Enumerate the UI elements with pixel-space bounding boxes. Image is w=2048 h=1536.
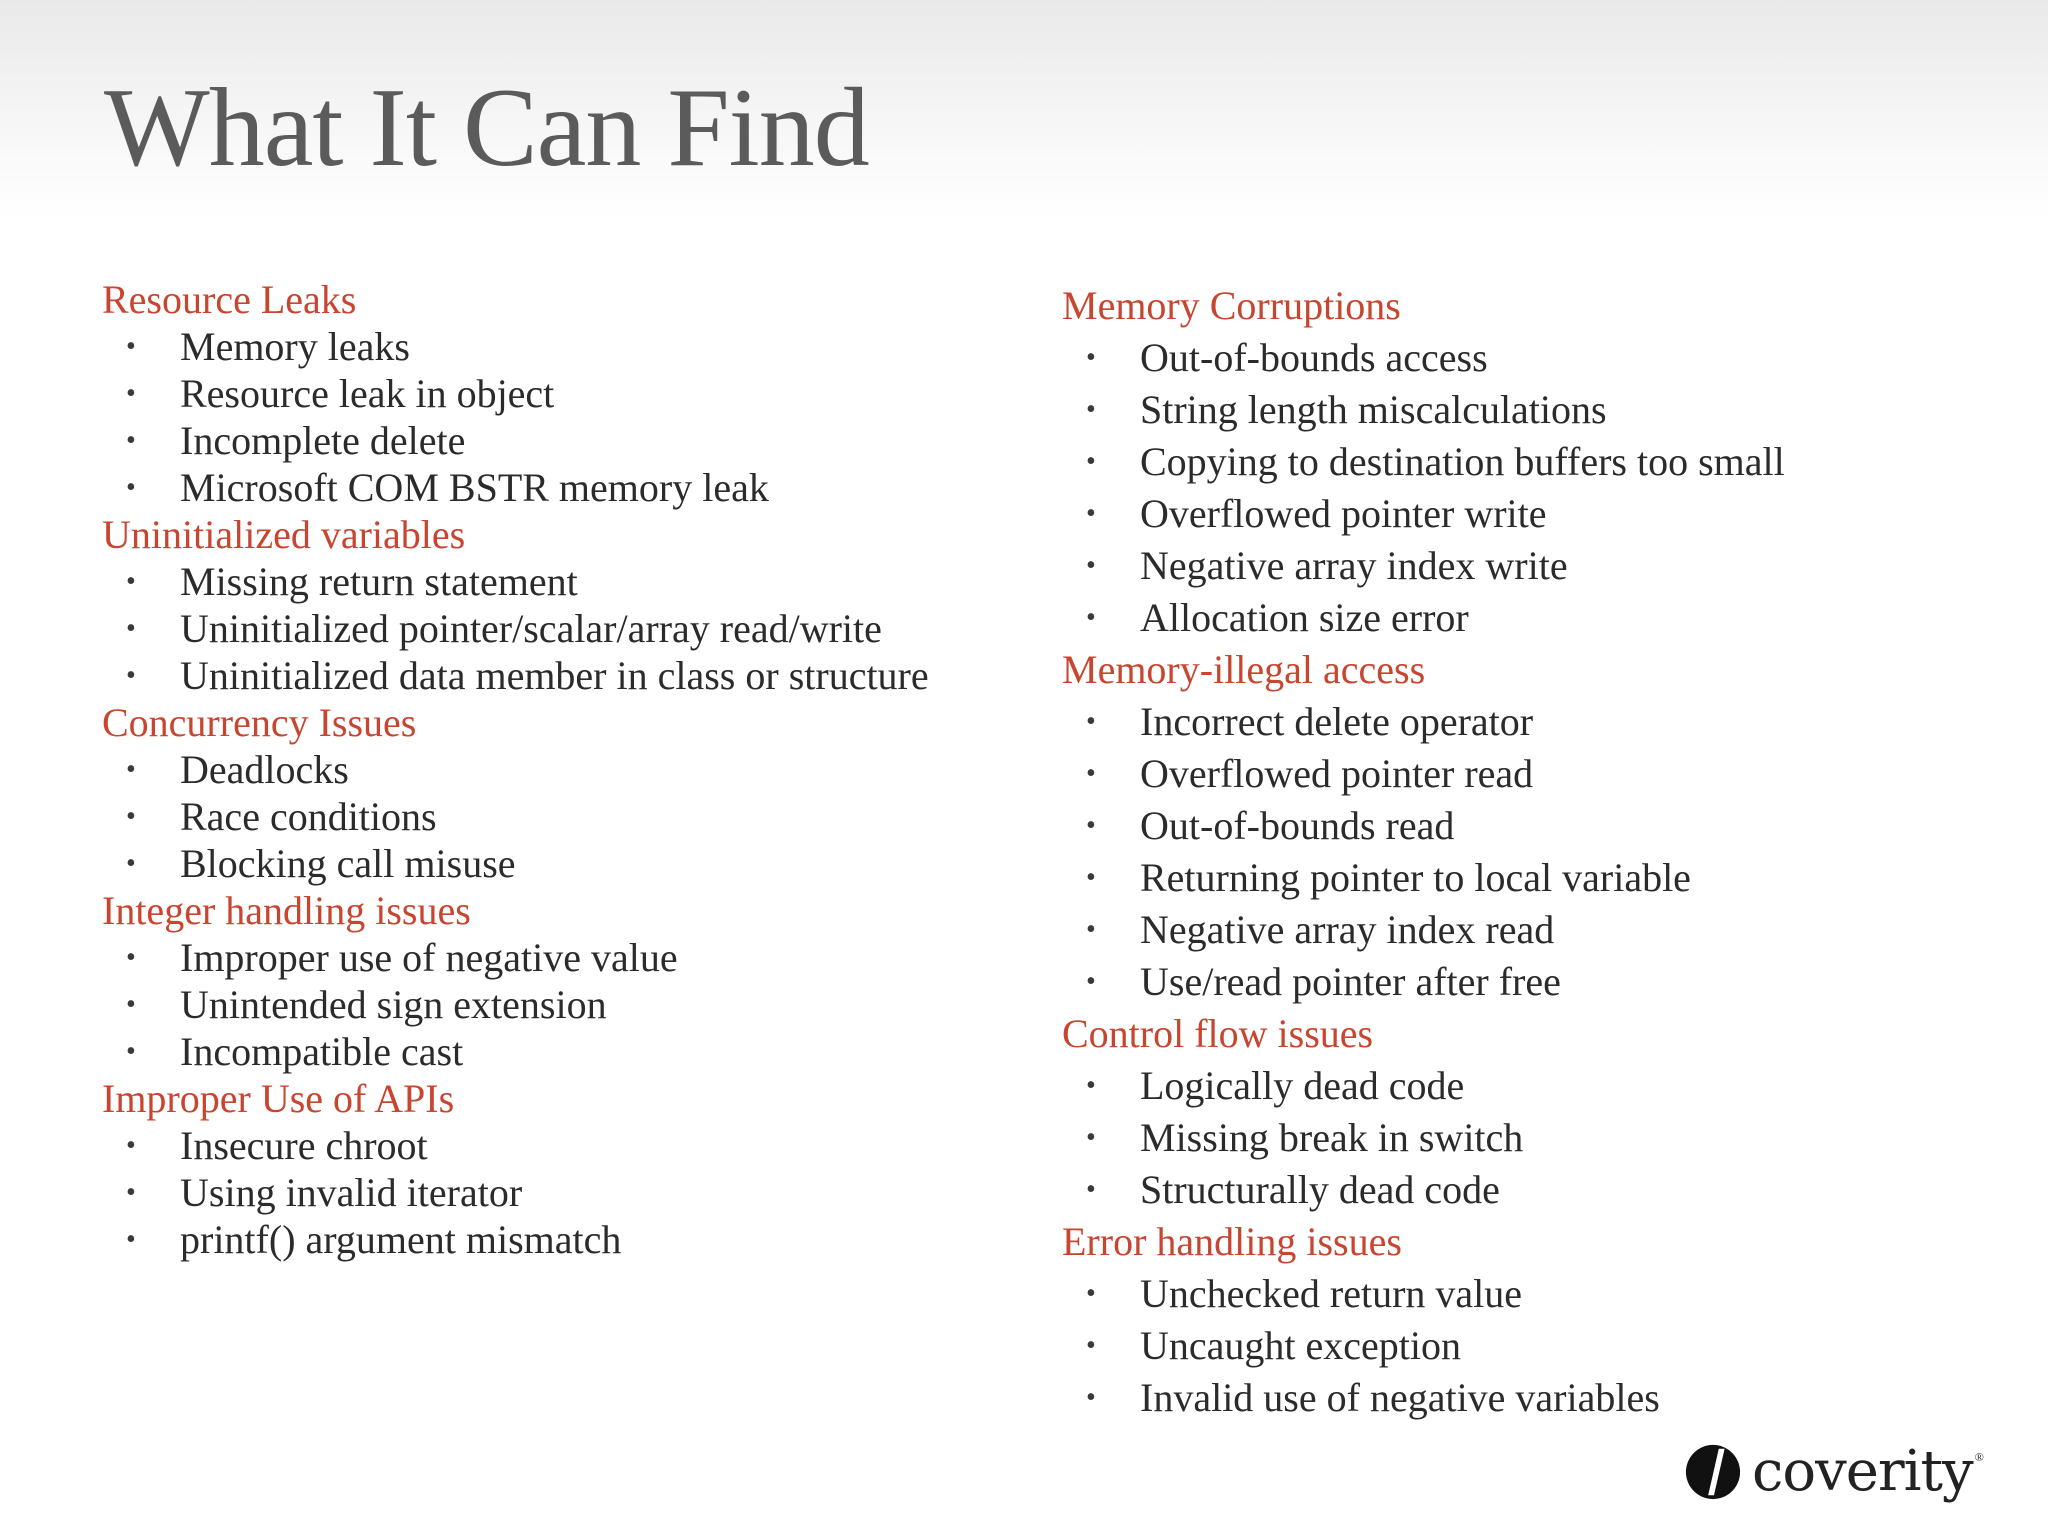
section-heading: Improper Use of APIs [102,1076,455,1121]
list-item [102,558,1002,605]
list-item [102,840,1002,887]
list-item [1062,592,1962,644]
item-list [102,934,1002,1075]
list-item-text: Invalid use of negative variables [1140,1375,1660,1420]
bullet-icon: • [1086,914,1096,945]
item-list [102,558,1002,699]
bullet-icon: • [126,754,136,785]
bullet-icon: • [126,472,136,503]
list-item-text: Use/read pointer after free [1140,959,1561,1004]
list-item-text: Uninitialized pointer/scalar/array read/write [180,606,882,651]
section-heading: Resource Leaks [102,277,357,322]
list-item-text: Structurally dead code [1140,1167,1500,1212]
list-item [1062,1268,1962,1320]
item-list [102,323,1002,511]
item-list [102,1122,1002,1263]
list-item [102,1169,1002,1216]
bullet-icon: • [1086,446,1096,477]
list-item-text: Insecure chroot [180,1123,428,1168]
section-concurrency-issues [102,699,1002,887]
list-item-text: Uncaught exception [1140,1323,1461,1368]
left-column [102,276,1002,1263]
bullet-icon: • [1086,1174,1096,1205]
list-item-text: Uninitialized data member in class or structure [180,653,929,698]
list-item-text: Overflowed pointer read [1140,751,1534,796]
bullet-icon: • [1086,758,1096,789]
bullet-icon: • [1086,1070,1096,1101]
item-list [1062,332,1962,644]
list-item-text: Negative array index read [1140,907,1555,952]
section-heading: Integer handling issues [102,888,471,933]
list-item [102,746,1002,793]
list-item [1062,384,1962,436]
bullet-icon: • [126,989,136,1020]
section-heading: Error handling issues [1062,1219,1402,1264]
list-item [102,793,1002,840]
list-item [1062,748,1962,800]
section-memory-corruptions [1062,280,1962,644]
bullet-icon: • [126,378,136,409]
bullet-icon: • [126,942,136,973]
bullet-icon: • [1086,602,1096,633]
section-memory-illegal-access [1062,644,1962,1008]
bullet-icon: • [126,848,136,879]
list-item-text: Unintended sign extension [180,982,607,1027]
list-item [1062,1060,1962,1112]
logo-text: coverity [1752,1439,1973,1504]
section-control-flow-issues [1062,1008,1962,1216]
list-item [1062,488,1962,540]
bullet-icon: • [126,1224,136,1255]
bullet-icon: • [1086,1278,1096,1309]
list-item [102,934,1002,981]
list-item-text: Unchecked return value [1140,1271,1523,1316]
bullet-icon: • [1086,1382,1096,1413]
list-item-text: Overflowed pointer write [1140,491,1547,536]
list-item [102,1216,1002,1263]
list-item-text: String length miscalculations [1140,387,1607,432]
bullet-icon: • [1086,394,1096,425]
coverity-logo-icon [1684,1443,1742,1501]
list-item-text: Blocking call misuse [180,841,516,886]
list-item-text: Using invalid iterator [180,1170,523,1215]
list-item [1062,1320,1962,1372]
bullet-icon: • [1086,966,1096,997]
bullet-icon: • [1086,706,1096,737]
list-item-text: Out-of-bounds read [1140,803,1455,848]
list-item-text: Copying to destination buffers too small [1140,439,1785,484]
section-resource-leaks [102,276,1002,511]
coverity-logo [1684,1436,1984,1508]
bullet-icon: • [1086,1122,1096,1153]
list-item [102,605,1002,652]
list-item [102,1028,1002,1075]
list-item [1062,1112,1962,1164]
item-list [102,746,1002,887]
list-item-text: Incomplete delete [180,418,466,463]
list-item [1062,696,1962,748]
section-error-handling-issues [1062,1216,1962,1424]
list-item-text: Memory leaks [180,324,410,369]
list-item-text: Logically dead code [1140,1063,1465,1108]
item-list [1062,1060,1962,1216]
bullet-icon: • [1086,498,1096,529]
bullet-icon: • [126,801,136,832]
bullet-icon: • [126,331,136,362]
list-item [1062,800,1962,852]
list-item [102,464,1002,511]
list-item-text: Missing return statement [180,559,578,604]
section-heading: Concurrency Issues [102,700,417,745]
bullet-icon: • [1086,810,1096,841]
list-item [1062,540,1962,592]
list-item-text: Missing break in switch [1140,1115,1524,1160]
section-heading: Memory-illegal access [1062,647,1426,692]
list-item [1062,1372,1962,1424]
list-item [1062,436,1962,488]
bullet-icon: • [1086,342,1096,373]
item-list [1062,1268,1962,1424]
bullet-icon: • [1086,550,1096,581]
list-item-text: Race conditions [180,794,437,839]
list-item-text: Microsoft COM BSTR memory leak [180,465,769,510]
list-item [1062,1164,1962,1216]
bullet-icon: • [1086,862,1096,893]
list-item-text: Incompatible cast [180,1029,464,1074]
list-item [102,370,1002,417]
bullet-icon: • [126,566,136,597]
bullet-icon: • [126,425,136,456]
list-item [102,1122,1002,1169]
bullet-icon: • [126,613,136,644]
section-heading: Uninitialized variables [102,512,466,557]
list-item [1062,904,1962,956]
bullet-icon: • [126,1036,136,1067]
list-item [1062,956,1962,1008]
section-improper-use-of-apis [102,1075,1002,1263]
section-uninitialized-variables [102,511,1002,699]
bullet-icon: • [126,1130,136,1161]
list-item-text: Incorrect delete operator [1140,699,1534,744]
list-item-text: Improper use of negative value [180,935,678,980]
list-item-text: Out-of-bounds access [1140,335,1488,380]
list-item [102,652,940,699]
list-item [102,417,1002,464]
list-item-text: Allocation size error [1140,595,1469,640]
bullet-icon: • [126,660,136,691]
section-heading: Control flow issues [1062,1011,1374,1056]
bullet-icon: • [126,1177,136,1208]
bullet-icon: • [1086,1330,1096,1361]
section-heading: Memory Corruptions [1062,283,1401,328]
list-item [102,323,1002,370]
item-list [1062,696,1962,1008]
right-column [1062,280,1962,1424]
list-item-text: Returning pointer to local variable [1140,855,1691,900]
registered-mark: ® [1974,1450,1984,1464]
slide-title: What It Can Find [104,66,869,190]
list-item [102,981,1002,1028]
list-item-text: Deadlocks [180,747,349,792]
section-integer-handling-issues [102,887,1002,1075]
list-item-text: printf() argument mismatch [180,1217,622,1262]
list-item-text: Negative array index write [1140,543,1568,588]
list-item [1062,332,1962,384]
list-item [1062,852,1962,904]
list-item-text: Resource leak in object [180,371,555,416]
